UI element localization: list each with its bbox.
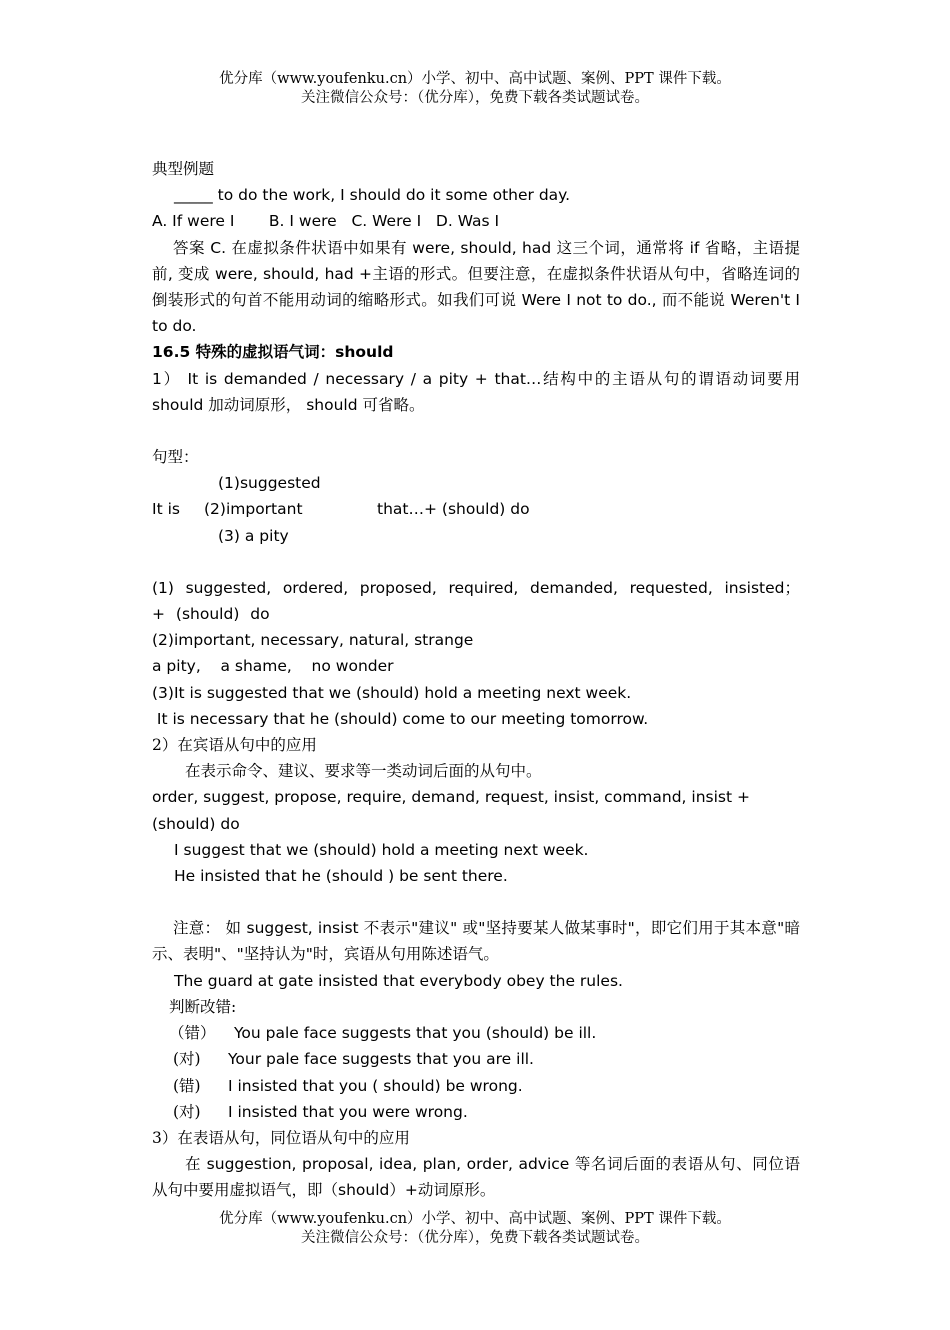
judge-mark: (对) xyxy=(173,1050,201,1069)
footer-line-2: 关注微信公众号：（优分库），免费下载各类试题试卷。 xyxy=(301,1230,649,1246)
pattern-it-is: It is xyxy=(152,500,180,519)
pattern-that: that…+ (should) do xyxy=(377,500,530,519)
example-options: A. If were I B. I were C. Were I D. Was I xyxy=(152,212,500,231)
pattern-row xyxy=(152,496,800,522)
header-line-2: 关注微信公众号：（优分库），免费下载各类试题试卷。 xyxy=(301,90,649,106)
judge-sentence: Your pale face suggests that you are ill. xyxy=(228,1050,534,1069)
judge-mark: (对) xyxy=(173,1102,201,1121)
page-header xyxy=(0,70,950,108)
section-item-1: 1） It is demanded / necessary / a pity + that…结构中的主语从句的谓语动词要用 should 加动词原形， should 可省略。 xyxy=(152,369,800,414)
section-item-2: 2）在宾语从句中的应用 xyxy=(152,736,317,755)
example-sentence-4: He insisted that he (should ) be sent there. xyxy=(174,867,508,886)
spacer xyxy=(152,889,800,915)
note: 注意： 如 suggest, insist 不表示"建议" 或"坚持要某人做某事时"，即它们用于其本意"暗示、表明"、"坚持认为"时，宾语从句用陈述语气。 xyxy=(152,919,800,964)
noun-list: a pity, a shame, no wonder xyxy=(152,657,394,676)
judge-row xyxy=(152,1020,800,1046)
footer-line-1: 优分库（www.youfenku.cn）小学、初中、高中试题、案例、PPT 课件下载。 xyxy=(219,1211,731,1227)
verb-list-1: (1) suggested, ordered, proposed, required, demanded, requested, insisted； + (should) do xyxy=(152,578,800,624)
section-title: 16.5 特殊的虚拟语气词：should xyxy=(152,343,394,362)
page-footer xyxy=(0,1210,950,1248)
judge-sentence: I insisted that you ( should) be wrong. xyxy=(228,1076,523,1095)
judge-row xyxy=(152,1073,800,1099)
example-sentence-1: (3)It is suggested that we (should) hold a meeting next week. xyxy=(152,683,632,702)
judge-label: 判断改错: xyxy=(169,997,237,1016)
section-item-3-desc: 在 suggestion, proposal, idea, plan, order, advice 等名词后面的表语从句、同位语从句中要用虚拟语气，即（should）+动词原形。 xyxy=(152,1155,800,1200)
judge-row xyxy=(152,1046,800,1072)
judge-mark: （错） xyxy=(169,1024,216,1043)
example-sentence-2: It is necessary that he (should) come to our meeting tomorrow. xyxy=(152,709,649,728)
example-answer: 答案 C. 在虚拟条件状语中如果有 were, should, had 这三个词，通常将 if 省略，主语提前, 变成 were, should, had +主语的形式。但要注意，在虚拟条件状语从句中，省略连词的倒装形式的句首不能用动词的缩略形式。如我们可说 Were I not to do., 而不能说 Weren't I to do. xyxy=(152,238,800,336)
pattern-option-1: (1)suggested xyxy=(218,474,321,493)
pattern-option-2: (2)important xyxy=(204,500,303,519)
pattern-option-3: (3) a pity xyxy=(218,526,289,545)
document-body xyxy=(152,156,800,1204)
verb-list-2: order, suggest, propose, require, demand, request, insist, command, insist + (should) do xyxy=(152,788,750,833)
judge-row xyxy=(152,1099,800,1125)
example-question: _____ to do the work, I should do it some other day. xyxy=(174,186,571,205)
spacer xyxy=(152,549,800,575)
section-item-2-desc: 在表示命令、建议、要求等一类动词后面的从句中。 xyxy=(185,762,542,781)
section-item-3: 3）在表语从句，同位语从句中的应用 xyxy=(152,1128,410,1147)
judge-mark: (错) xyxy=(173,1076,201,1095)
judge-sentence: You pale face suggests that you (should) be ill. xyxy=(234,1024,597,1043)
spacer xyxy=(152,418,800,444)
pattern-label: 句型： xyxy=(152,448,199,467)
example-title: 典型例题 xyxy=(152,160,215,178)
example-sentence-3: I suggest that we (should) hold a meeting next week. xyxy=(174,840,589,859)
header-line-1: 优分库（www.youfenku.cn）小学、初中、高中试题、案例、PPT 课件下载。 xyxy=(219,71,731,87)
judge-sentence: I insisted that you were wrong. xyxy=(228,1102,468,1121)
example-sentence-5: The guard at gate insisted that everybody obey the rules. xyxy=(174,971,623,990)
adjective-list: (2)important, necessary, natural, strange xyxy=(152,631,474,650)
